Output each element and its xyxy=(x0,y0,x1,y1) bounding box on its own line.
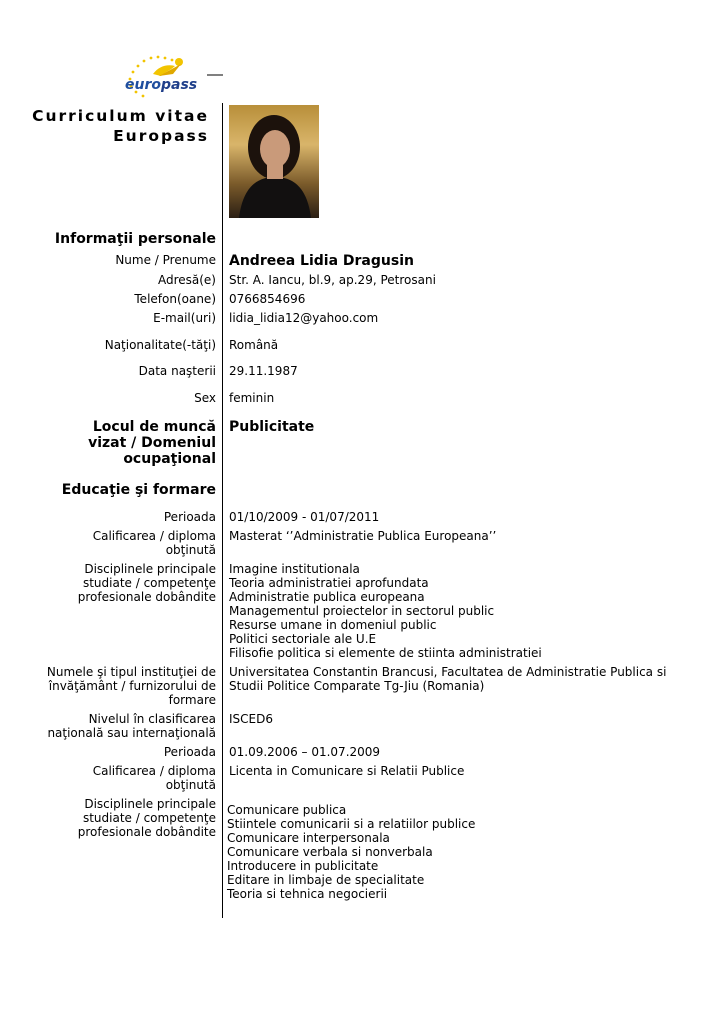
nationality-label: Naţionalitate(-tăţi) xyxy=(104,338,216,352)
list-item: Administratie publica europeana xyxy=(229,590,425,604)
edu1-level-label: Nivelul în clasificarea naţională sau internaţională xyxy=(47,712,216,740)
address-label: Adresă(e) xyxy=(157,273,216,287)
edu1-level-value: ISCED6 xyxy=(229,712,273,726)
birthdate-label: Data naşterii xyxy=(138,364,216,378)
list-item: Politici sectoriale ale U.E xyxy=(229,632,377,646)
phone-value: 0766854696 xyxy=(229,292,306,306)
edu1-institution-value: Universitatea Constantin Brancusi, Facultatea de Administratie Publica si Studii Politice Comparate Tg-Jiu (Romania) xyxy=(229,665,667,693)
column-divider xyxy=(222,103,223,918)
edu1-qualification-label: Calificarea / diploma obţinută xyxy=(92,529,216,557)
desired-job-value: Publicitate xyxy=(229,419,315,435)
email-label: E-mail(uri) xyxy=(153,311,216,325)
portrait-image-icon xyxy=(229,105,319,218)
list-item: Teoria si tehnica negocierii xyxy=(227,887,388,901)
europass-logo xyxy=(123,52,223,100)
section-education: Educaţie şi formare xyxy=(61,482,216,498)
list-item: Editare in limbaje de specialitate xyxy=(227,873,425,887)
name-value: Andreea Lidia Dragusin xyxy=(229,253,414,269)
list-item: Comunicare verbala si nonverbala xyxy=(227,845,433,859)
edu2-qualification-value: Licenta in Comunicare si Relatii Publice xyxy=(229,764,465,778)
address-value: Str. A. Iancu, bl.9, ap.29, Petrosani xyxy=(229,273,436,287)
cv-title-line2: Europass xyxy=(113,127,209,145)
nationality-value: Română xyxy=(229,338,279,352)
list-item: Imagine institutionala xyxy=(229,562,360,576)
list-item: Filisofie politica si elemente de stiinta administratiei xyxy=(229,646,542,660)
edu1-period-value: 01/10/2009 - 01/07/2011 xyxy=(229,510,380,524)
sex-label: Sex xyxy=(194,391,216,405)
email-value[interactable]: lidia_lidia12@yahoo.com xyxy=(229,311,379,325)
list-item: Stiintele comunicarii si a relatiilor publice xyxy=(227,817,476,831)
edu2-period-value: 01.09.2006 – 01.07.2009 xyxy=(229,745,381,759)
section-personal-info: Informaţii personale xyxy=(54,231,216,247)
desired-job-label: Locul de muncă vizat / Domeniul ocupaţional xyxy=(88,419,216,467)
edu2-subjects-label: Disciplinele principale studiate / competenţe profesionale dobândite xyxy=(77,797,216,839)
edu2-subjects-list xyxy=(227,803,475,901)
list-item: Resurse umane in domeniul public xyxy=(229,618,437,632)
name-label: Nume / Prenume xyxy=(115,253,216,267)
phone-label: Telefon(oane) xyxy=(134,292,216,306)
list-item: Managementul proiectelor in sectorul public xyxy=(229,604,495,618)
birthdate-value: 29.11.1987 xyxy=(229,364,298,378)
list-item: Introducere in publicitate xyxy=(227,859,379,873)
edu2-qualification-label: Calificarea / diploma obţinută xyxy=(92,764,216,792)
edu1-subjects-label: Disciplinele principale studiate / competenţe profesionale dobândite xyxy=(77,562,216,604)
edu2-period-label: Perioada xyxy=(163,745,216,759)
edu1-subjects-list xyxy=(229,562,542,660)
edu1-qualification-value: Masterat ‘’Administratie Publica Europeana’’ xyxy=(229,529,497,543)
logo-pass-text: pass xyxy=(160,77,198,93)
edu1-period-label: Perioada xyxy=(163,510,216,524)
list-item: Comunicare interpersonala xyxy=(227,831,390,845)
profile-photo xyxy=(229,105,319,218)
list-item: Teoria administratiei aprofundata xyxy=(229,576,429,590)
logo-euro-text: euro xyxy=(125,77,161,93)
list-item: Comunicare publica xyxy=(227,803,347,817)
cv-title xyxy=(32,106,209,146)
cv-title-line1: Curriculum vitae xyxy=(32,107,209,125)
edu1-institution-label: Numele şi tipul instituţiei de învăţământ / furnizorului de formare xyxy=(46,665,216,707)
sex-value: feminin xyxy=(229,391,275,405)
